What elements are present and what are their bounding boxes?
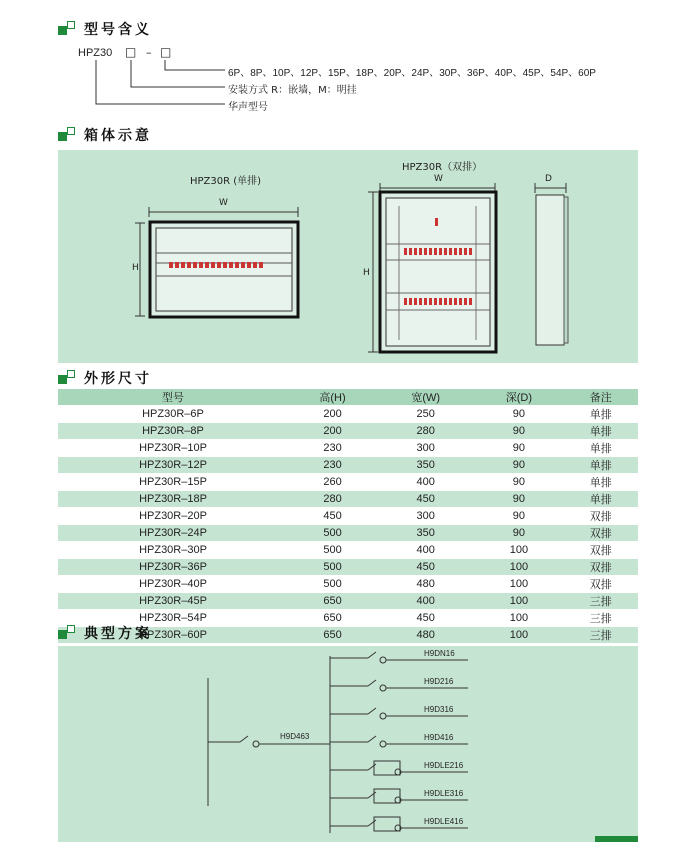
cell: 450: [377, 610, 474, 627]
single-row-box: [135, 207, 298, 317]
cell: 500: [288, 576, 377, 593]
spec-table-header: [58, 389, 638, 406]
cell: HPZ30R–54P: [58, 610, 288, 627]
cell: HPZ30R–60P: [58, 627, 288, 644]
table-row: [58, 423, 638, 440]
section-bullet-icon: [58, 126, 76, 144]
branch-label: H9D416: [424, 733, 454, 742]
double-row-title: HPZ30R（双排）: [402, 162, 483, 173]
cell: 三排: [563, 627, 638, 644]
branch-label: H9DN16: [424, 649, 455, 658]
cell: HPZ30R–30P: [58, 542, 288, 559]
model-leader-lines: [0, 0, 700, 120]
side-view-box: [535, 183, 568, 345]
cell: 280: [288, 491, 377, 508]
cell: 双排: [563, 508, 638, 525]
spec-table: [58, 389, 638, 644]
section-title-box: 箱体示意: [84, 128, 152, 144]
single-h-label: H: [132, 263, 139, 273]
cell: 90: [474, 491, 563, 508]
model-line-brand: 华声型号: [228, 102, 268, 113]
cell: HPZ30R–24P: [58, 525, 288, 542]
cell: 单排: [563, 423, 638, 440]
cell: 单排: [563, 406, 638, 423]
col-height: 高(H): [288, 389, 377, 406]
cell: HPZ30R–10P: [58, 440, 288, 457]
section-bullet-icon: [58, 369, 76, 387]
side-d-label: D: [545, 174, 552, 184]
model-dash: –: [146, 46, 152, 59]
cell: 单排: [563, 491, 638, 508]
branch-label: H9DLE316: [424, 789, 464, 798]
cell: 200: [288, 423, 377, 440]
cell: 双排: [563, 576, 638, 593]
col-model: 型号: [58, 389, 288, 406]
footer-accent-bar: [595, 836, 638, 842]
model-code: HPZ30: [78, 47, 113, 59]
table-row: [58, 508, 638, 525]
cell: 100: [474, 542, 563, 559]
cell: 单排: [563, 457, 638, 474]
cell: 480: [377, 627, 474, 644]
cell: 400: [377, 474, 474, 491]
single-w-label: W: [219, 198, 228, 208]
cell: 90: [474, 474, 563, 491]
cell: 260: [288, 474, 377, 491]
cell: 200: [288, 406, 377, 423]
cell: 90: [474, 508, 563, 525]
cell: 单排: [563, 440, 638, 457]
model-box-1: □: [125, 45, 137, 59]
cell: 100: [474, 610, 563, 627]
branch-label: H9D316: [424, 705, 454, 714]
table-row: [58, 457, 638, 474]
cell: HPZ30R–40P: [58, 576, 288, 593]
cell: 400: [377, 593, 474, 610]
table-row: [58, 406, 638, 423]
section-bullet-icon: [58, 624, 76, 642]
table-row: [58, 525, 638, 542]
cell: 500: [288, 559, 377, 576]
cell: 350: [377, 457, 474, 474]
cell: HPZ30R–6P: [58, 406, 288, 423]
branch-label: H9DLE216: [424, 761, 464, 770]
model-box-2: □: [160, 45, 172, 59]
cell: 单排: [563, 474, 638, 491]
cell: 250: [377, 406, 474, 423]
table-row: [58, 576, 638, 593]
double-w-label: W: [434, 174, 443, 184]
cell: 300: [377, 508, 474, 525]
cell: 90: [474, 406, 563, 423]
table-row: [58, 440, 638, 457]
cell: 100: [474, 559, 563, 576]
cell: 100: [474, 576, 563, 593]
col-depth: 深(D): [474, 389, 563, 406]
cell: HPZ30R–8P: [58, 423, 288, 440]
cell: 100: [474, 593, 563, 610]
branch-label: H9DLE416: [424, 817, 464, 826]
model-line-poles: 6P、8P、10P、12P、15P、18P、20P、24P、30P、36P、40P、45P、54P、60P: [228, 68, 596, 79]
cell: 90: [474, 525, 563, 542]
col-remark: 备注: [563, 389, 638, 406]
table-row: [58, 542, 638, 559]
section-header-scheme: [58, 624, 152, 642]
cell: 650: [288, 593, 377, 610]
cell: 650: [288, 627, 377, 644]
cell: HPZ30R–18P: [58, 491, 288, 508]
section-title-dims: 外形尺寸: [84, 371, 152, 387]
cell: 双排: [563, 542, 638, 559]
cell: 400: [377, 542, 474, 559]
cell: 480: [377, 576, 474, 593]
cell: 280: [377, 423, 474, 440]
cell: 三排: [563, 593, 638, 610]
cell: HPZ30R–45P: [58, 593, 288, 610]
cell: HPZ30R–20P: [58, 508, 288, 525]
cell: 230: [288, 457, 377, 474]
cell: 450: [377, 491, 474, 508]
branch-label: H9D216: [424, 677, 454, 686]
double-h-label: H: [363, 268, 370, 278]
cell: 三排: [563, 610, 638, 627]
cell: 450: [288, 508, 377, 525]
scheme-panel: [58, 646, 638, 842]
cell: 90: [474, 457, 563, 474]
cell: 双排: [563, 559, 638, 576]
cell: 100: [474, 627, 563, 644]
col-width: 宽(W): [377, 389, 474, 406]
model-line-install: 安装方式 R：嵌墙，M：明挂: [228, 85, 357, 96]
cell: 500: [288, 525, 377, 542]
section-title-scheme: 典型方案: [84, 626, 152, 642]
table-row: [58, 559, 638, 576]
double-row-box: [368, 183, 496, 352]
table-row: [58, 474, 638, 491]
table-row: [58, 491, 638, 508]
cell: HPZ30R–15P: [58, 474, 288, 491]
cell: HPZ30R–12P: [58, 457, 288, 474]
wiring-diagram: [58, 646, 638, 842]
section-header-dims: [58, 369, 152, 387]
cell: 90: [474, 423, 563, 440]
cell: HPZ30R–36P: [58, 559, 288, 576]
cell: 90: [474, 440, 563, 457]
box-diagram-panel: [58, 150, 638, 363]
main-breaker-label: H9D463: [280, 732, 310, 741]
single-row-title: HPZ30R (单排): [190, 176, 262, 187]
section-header-box: [58, 126, 152, 144]
cell: 双排: [563, 525, 638, 542]
cell: 230: [288, 440, 377, 457]
cell: 450: [377, 559, 474, 576]
cell: 350: [377, 525, 474, 542]
cell: 300: [377, 440, 474, 457]
cell: 650: [288, 610, 377, 627]
section-title-model: 型号含义: [84, 22, 152, 38]
cell: 500: [288, 542, 377, 559]
table-row: [58, 593, 638, 610]
